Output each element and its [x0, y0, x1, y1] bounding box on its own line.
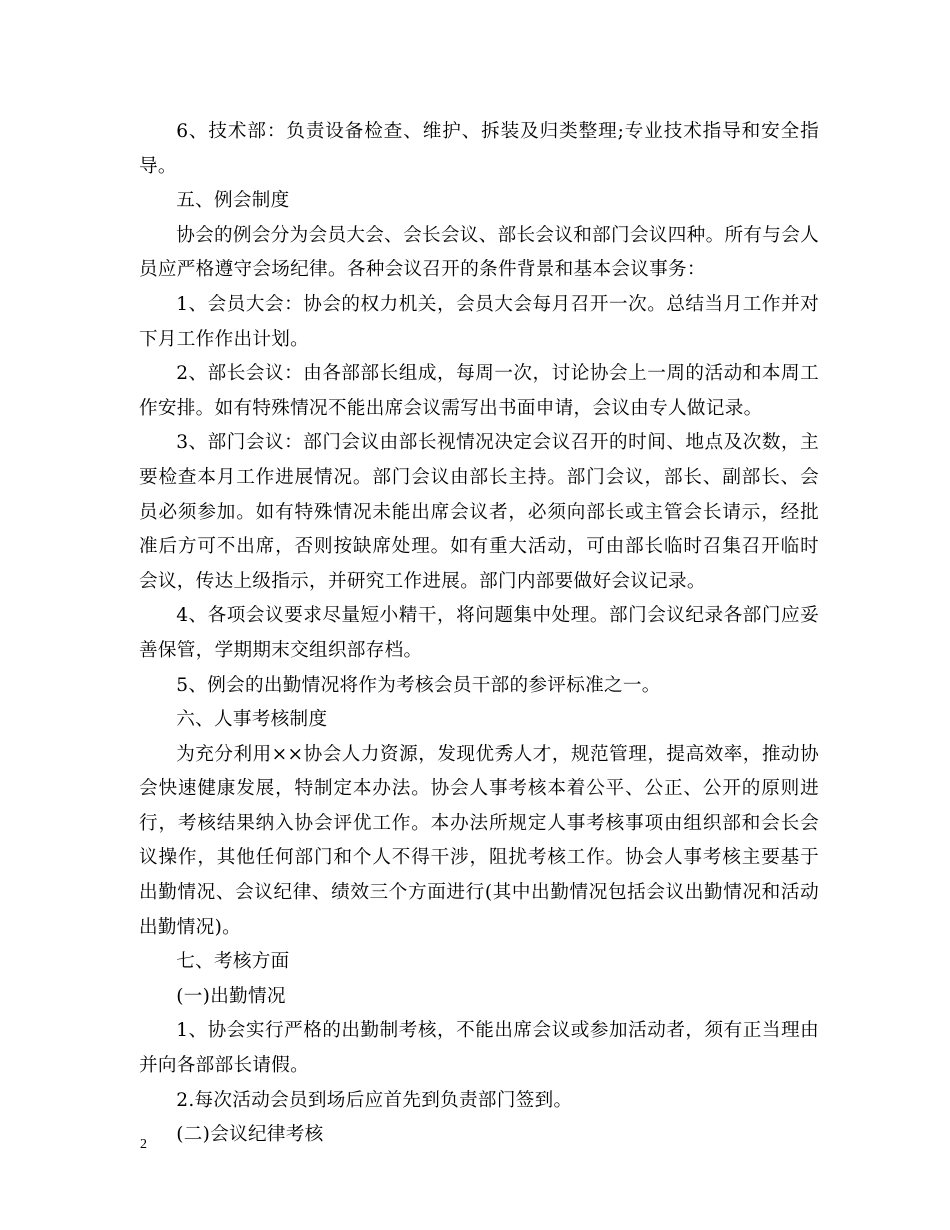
paragraph-meeting-types: 协会的例会分为会员大会、会长会议、部长会议和部门会议四种。所有与会人员应严格遵守会场纪律。各种会议召开的条件背景和基本会议事务：	[139, 224, 819, 281]
heading-regular-meetings: 五、例会制度	[176, 190, 290, 212]
paragraph-meeting-requirements: 4、各项会议要求尽量短小精干，将问题集中处理。部门会议纪录各部门应妥善保管，学期期末交组织部存档。	[139, 605, 819, 661]
paragraph-attendance-rule-1: 1、协会实行严格的出勤制考核，不能出席会议或参加活动者，须有正当理由并向各部部长请假。	[139, 1020, 819, 1077]
subheading-attendance: (一)出勤情况	[176, 985, 286, 1007]
paragraph-member-assembly: 1、会员大会：协会的权力机关，会员大会每月召开一次。总结当月工作并对下月工作作出计划。	[139, 293, 819, 350]
subheading-meeting-discipline: (二)会议纪律考核	[176, 1124, 324, 1146]
paragraph-attendance-evaluation: 5、例会的出勤情况将作为考核会员干部的参评标准之一。	[176, 674, 661, 696]
paragraph-minister-meeting: 2、部长会议：由各部部长组成，每周一次，讨论协会上一周的活动和本周工作安排。如有特殊情况不能出席会议需写出书面申请，会议由专人做记录。	[139, 363, 819, 419]
paragraph-tech-dept: 6、技术部：负责设备检查、维护、拆装及归类整理;专业技术指导和安全指导。	[139, 121, 819, 177]
paragraph-attendance-rule-2: 2.每次活动会员到场后应首先到负责部门签到。	[176, 1089, 573, 1111]
heading-assessment-aspects: 七、考核方面	[176, 951, 290, 973]
paragraph-department-meeting: 3、部门会议：部门会议由部长视情况决定会议召开的时间、地点及次数，主要检查本月工作进展情况。部门会议由部长主持。部门会议，部长、副部长、会员必须参加。如有特殊情况未能出席会议者，必须向部长或主管会长请示，经批准后方可不出席，否则按缺席处理。如有重大活动，可由部长临时召集召开临时会议，传达上级指示，并研究工作进展。部门内部要做好会议记录。	[139, 432, 819, 592]
paragraph-assessment-purpose: 为充分利用××协会人力资源，发现优秀人才，规范管理，提高效率，推动协会快速健康发展，特制定本办法。协会人事考核本着公平、公正、公开的原则进行，考核结果纳入协会评优工作。本办法所规定人事考核事项由组织部和会长会议操作，其他任何部门和个人不得干涉，阻扰考核工作。协会人事考核主要基于出勤情况、会议纪律、绩效三个方面进行(其中出勤情况包括会议出勤情况和活动出勤情况)。	[139, 743, 819, 938]
heading-personnel-assessment: 六、人事考核制度	[176, 709, 328, 731]
page-number: 2	[140, 1137, 147, 1152]
document-body	[139, 115, 819, 1153]
